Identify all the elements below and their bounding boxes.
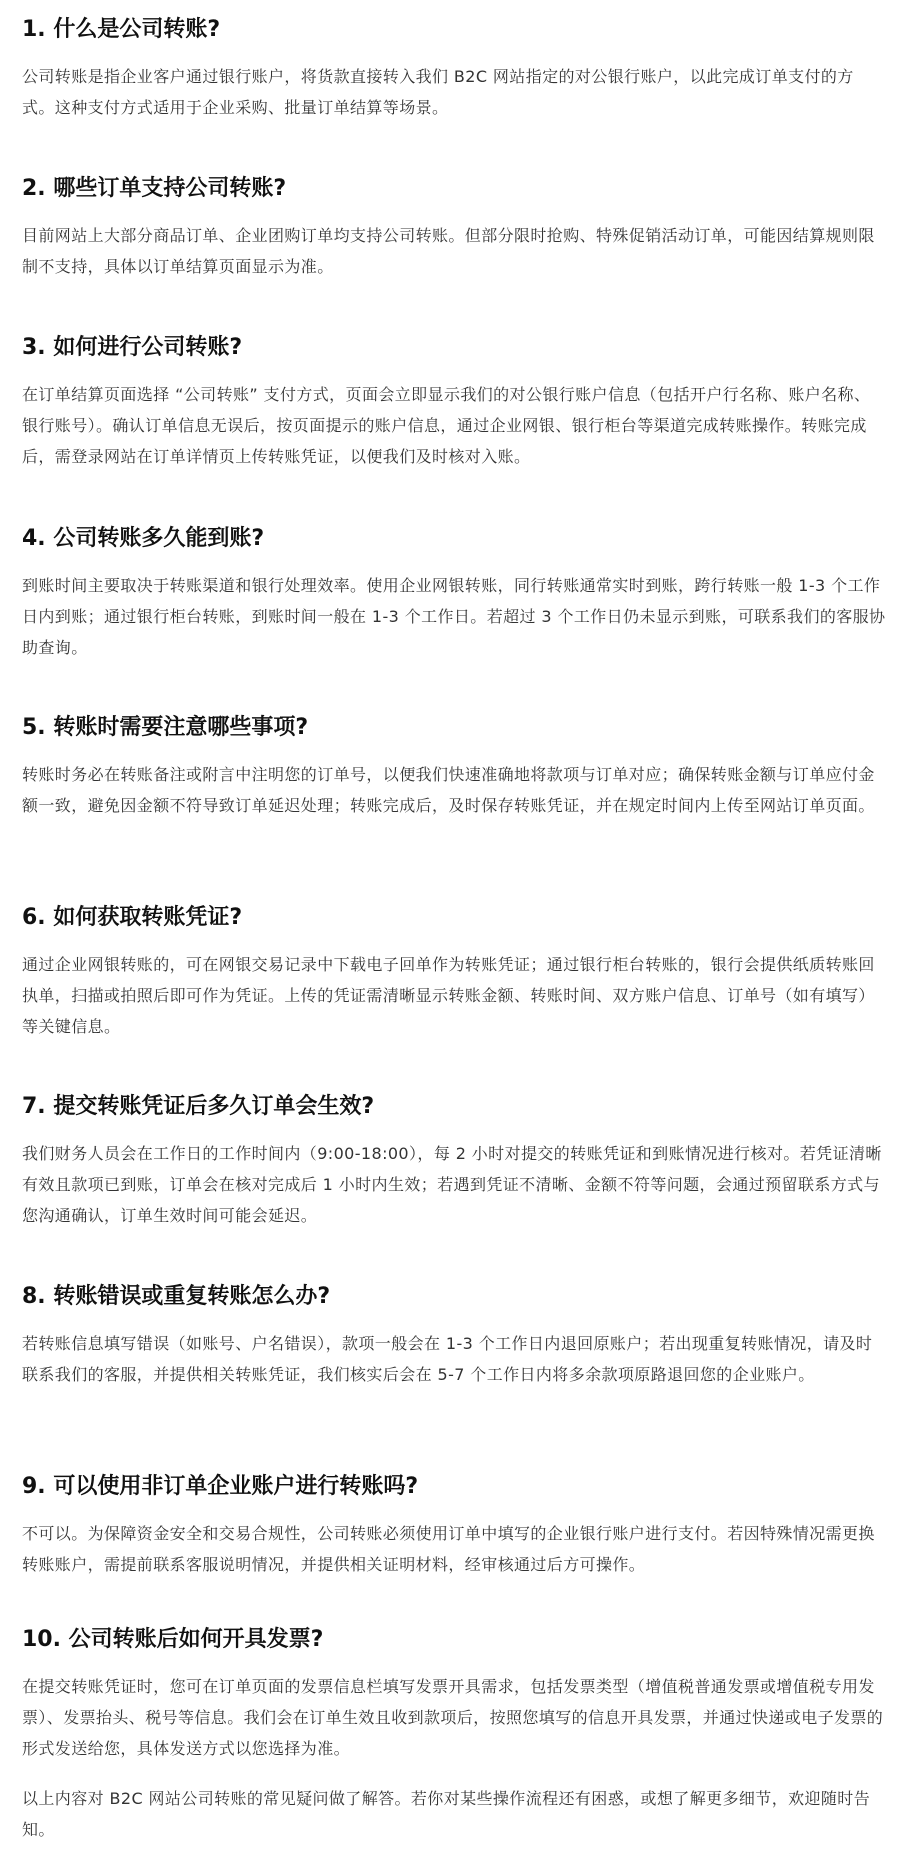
- faq-question-6: 6. 如何获取转账凭证?: [22, 905, 243, 930]
- faq-answer-5: 转账时务必在转账备注或附言中注明您的订单号，以便我们快速准确地将款项与订单对应；确保转账金额与订单应付金额一致，避免因金额不符导致订单延迟处理；转账完成后，及时保存转账凭证，并在规定时间内上传至网站订单页面。: [22, 765, 875, 815]
- faq-answer-10: 在提交转账凭证时，您可在订单页面的发票信息栏填写发票开具需求，包括发票类型（增值税普通发票或增值税专用发票）、发票抬头、税号等信息。我们会在订单生效且收到款项后，按照您填写的信息开具发票，并通过快递或电子发票的形式发送给您，具体发送方式以您选择为准。: [22, 1677, 884, 1758]
- faq-answer-4: 到账时间主要取决于转账渠道和银行处理效率。使用企业网银转账，同行转账通常实时到账，跨行转账一般 1-3 个工作日内到账；通过银行柜台转账，到账时间一般在 1-3 个工作日。若超过 3 个工作日仍未显示到账，可联系我们的客服协助查询。: [22, 576, 886, 657]
- faq-question-3: 3. 如何进行公司转账?: [22, 335, 243, 360]
- faq-question-8: 8. 转账错误或重复转账怎么办?: [22, 1284, 331, 1309]
- faq-item-6: [22, 903, 886, 1042]
- faq-answer-1: 公司转账是指企业客户通过银行账户，将货款直接转入我们 B2C 网站指定的对公银行账户，以此完成订单支付的方式。这种支付方式适用于企业采购、批量订单结算等场景。: [22, 67, 854, 117]
- faq-item-7: [22, 1092, 886, 1231]
- faq-answer-6: 通过企业网银转账的，可在网银交易记录中下载电子回单作为转账凭证；通过银行柜台转账的，银行会提供纸质转账回执单，扫描或拍照后即可作为凭证。上传的凭证需清晰显示转账金额、转账时间、双方账户信息、订单号（如有填写）等关键信息。: [22, 955, 875, 1036]
- faq-question-10: 10. 公司转账后如何开具发票?: [22, 1627, 324, 1652]
- faq-question-9: 9. 可以使用非订单企业账户进行转账吗?: [22, 1474, 419, 1499]
- faq-answer-9: 不可以。为保障资金安全和交易合规性，公司转账必须使用订单中填写的企业银行账户进行支付。若因特殊情况需更换转账账户，需提前联系客服说明情况，并提供相关证明材料，经审核通过后方可操作。: [22, 1524, 875, 1574]
- faq-item-1: [22, 15, 886, 123]
- faq-question-1: 1. 什么是公司转账?: [22, 17, 221, 42]
- faq-answer-2: 目前网站上大部分商品订单、企业团购订单均支持公司转账。但部分限时抢购、特殊促销活动订单，可能因结算规则限制不支持，具体以订单结算页面显示为准。: [22, 226, 875, 276]
- faq-question-5: 5. 转账时需要注意哪些事项?: [22, 715, 309, 740]
- faq-item-5: [22, 713, 886, 821]
- faq-question-4: 4. 公司转账多久能到账?: [22, 526, 265, 551]
- faq-item-4: [22, 524, 886, 663]
- faq-item-10: [22, 1625, 886, 1764]
- faq-item-9: [22, 1472, 886, 1580]
- closing-note: 以上内容对 B2C 网站公司转账的常见疑问做了解答。若你对某些操作流程还有困惑，或想了解更多细节，欢迎随时告知。: [22, 1789, 871, 1839]
- faq-answer-3: 在订单结算页面选择 “公司转账” 支付方式，页面会立即显示我们的对公银行账户信息（包括开户行名称、账户名称、银行账号）。确认订单信息无误后，按页面提示的账户信息，通过企业网银、银行柜台等渠道完成转账操作。转账完成后，需登录网站在订单详情页上传转账凭证，以便我们及时核对入账。: [22, 385, 871, 466]
- faq-question-7: 7. 提交转账凭证后多久订单会生效?: [22, 1094, 375, 1119]
- faq-item-3: [22, 333, 886, 472]
- faq-answer-8: 若转账信息填写错误（如账号、户名错误），款项一般会在 1-3 个工作日内退回原账户；若出现重复转账情况，请及时联系我们的客服，并提供相关转账凭证，我们核实后会在 5-7 个工作日内将多余款项原路退回您的企业账户。: [22, 1334, 873, 1384]
- faq-item-2: [22, 174, 886, 282]
- faq-answer-7: 我们财务人员会在工作日的工作时间内（9:00-18:00），每 2 小时对提交的转账凭证和到账情况进行核对。若凭证清晰有效且款项已到账，订单会在核对完成后 1 小时内生效；若遇到凭证不清晰、金额不符等问题，会通过预留联系方式与您沟通确认，订单生效时间可能会延迟。: [22, 1144, 882, 1225]
- faq-item-8: [22, 1282, 886, 1390]
- faq-question-2: 2. 哪些订单支持公司转账?: [22, 176, 287, 201]
